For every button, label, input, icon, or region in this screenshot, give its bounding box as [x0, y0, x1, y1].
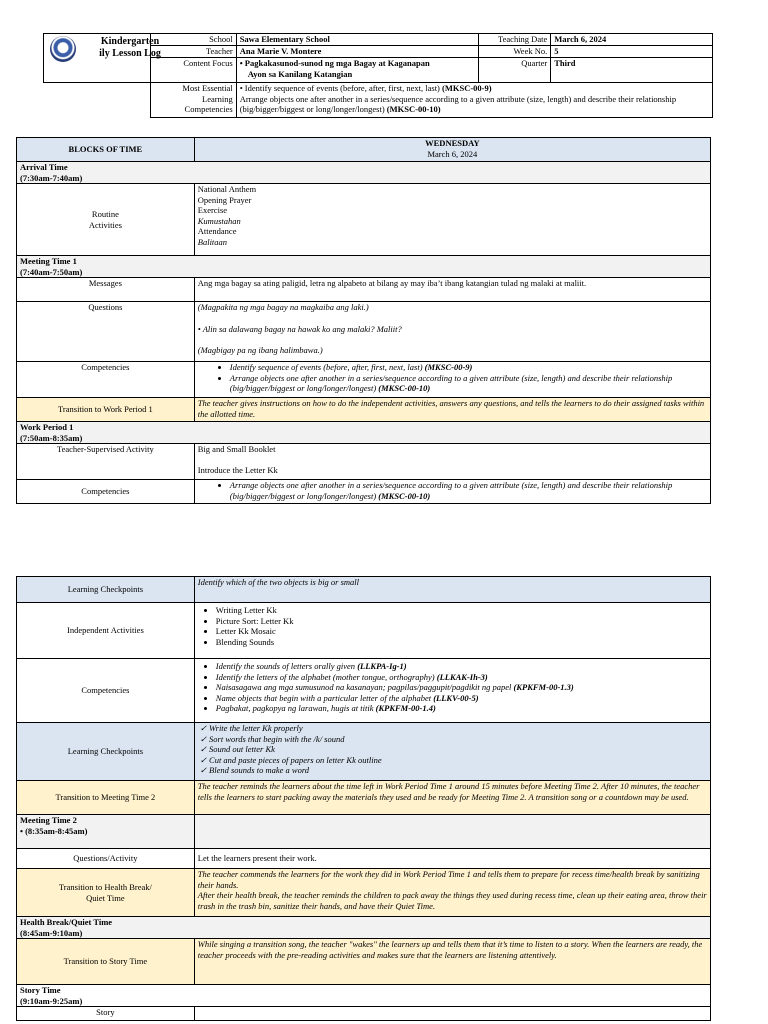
learning-checkpoints-value-2: [194, 723, 710, 781]
questions-activity-label: Questions/Activity: [17, 849, 195, 869]
lesson-table-1: [16, 137, 711, 504]
focus-value: • Pagkakasunod-sunod ng mga Bagay at Kaganapan Ayon sa Kanilang Katangian: [236, 58, 479, 83]
checkpoint-item: ✓ Cut and paste pieces of papers on letter Kk outline: [200, 755, 707, 766]
transition-meeting-2-value: The teacher reminds the learners about the time left in Work Period Time 1 around 15 minutes before Meeting Time 2. After 10 minutes, the teacher tells the learners to start packing away the materials they used and be ready for Meeting Time 2. A transition song or a countdown may be used.: [194, 781, 710, 815]
competencies-value-3: [194, 659, 710, 723]
competency-item: • Naisasagawa ang mga sumusunod na kasanayan; pagpilas/paggupit/pagdikit ng papel (KPKFM-00-1.3): [216, 682, 707, 693]
deped-seal-icon: [50, 36, 76, 62]
date-label: Teaching Date: [479, 34, 551, 46]
competency-item: • Identify sequence of events (before, after, first, next, last) (MKSC-00-9): [230, 362, 707, 373]
competency-item: • Arrange objects one after another in a series/sequence according to a given attribute (size, length) and describe their relationship (big/bigger/biggest or long/longer/longest) (MKSC-00-10): [230, 373, 707, 394]
school-value: Sawa Elementary School: [236, 34, 479, 46]
week-value: 5: [551, 46, 713, 58]
list-item: • Writing Letter Kk: [216, 605, 707, 616]
week-label: Week No.: [479, 46, 551, 58]
checkpoint-item: ✓ Write the letter Kk properly: [200, 723, 707, 734]
lesson-log-header: [43, 33, 713, 118]
school-label: School: [150, 34, 236, 46]
checkpoint-item: ✓ Sort words that begin with the /k/ sound: [200, 734, 707, 745]
mel-value: • Identify sequence of events (before, after, first, next, last) (MKSC-00-9) Arrange objects one after another in a series/sequence according to a given attribute (size, length) and describe their relationship (big/bigger/biggest or long/longer/longest) (MKSC-00-10): [236, 83, 712, 118]
questions-activity-value: Let the learners present their work.: [194, 849, 710, 869]
learning-checkpoints-label-2: Learning Checkpoints: [17, 723, 195, 781]
transition-work-period-1-value: The teacher gives instructions on how to do the independent activities, answers any questions, and tells the learners to do their assigned tasks within the allotted time.: [194, 398, 710, 422]
transition-story-time-label: Transition to Story Time: [17, 939, 195, 985]
competencies-value-2: [194, 480, 710, 504]
story-label: Story: [17, 1007, 195, 1021]
competency-item: • Pagbakat, pagkopya ng larawan, hugis at titik (KPKFM-00-1.4): [216, 703, 707, 714]
meeting-time-1-section: Meeting Time 1 (7:40am-7:50am): [17, 256, 711, 278]
transition-health-break-value: The teacher commends the learners for the work they did in Work Period Time 1 and tells them to prepare for recess time/health break by sanitizing their hands. After their health break, the teacher reminds the children to pack away the things they used during recess time, clean up their eating area, throw their trash in the trash bin, sanitize their hands, and have their Quiet Time.: [194, 869, 710, 917]
blocks-of-time-header: BLOCKS OF TIME: [17, 138, 195, 162]
transition-health-break-label: Transition to Health Break/ Quiet Time: [17, 869, 195, 917]
list-item: • Picture Sort: Letter Kk: [216, 616, 707, 627]
competencies-label-3: Competencies: [17, 659, 195, 723]
routine-label: Routine Activities: [17, 184, 195, 256]
independent-activities-value: [194, 603, 710, 659]
quarter-value: Third: [551, 58, 713, 83]
header-title: Kindergarten ily Lesson Log: [99, 36, 161, 59]
teacher-label: Teacher: [150, 46, 236, 58]
questions-label: Questions: [17, 302, 195, 362]
competencies-label-2: Competencies: [17, 480, 195, 504]
competency-item: • Identify the letters of the alphabet (mother tongue, orthography) (LLKAK-Ih-3): [216, 672, 707, 683]
meeting-time-2-section: Meeting Time 2 • (8:35am-8:45am): [17, 815, 195, 849]
learning-checkpoints-label-1: Learning Checkpoints: [17, 577, 195, 603]
learning-checkpoints-value-1: Identify which of the two objects is big or small: [194, 577, 710, 603]
quarter-label: Quarter: [479, 58, 551, 83]
teacher-supervised-label: Teacher-Supervised Activity: [17, 444, 195, 480]
competencies-value: [194, 362, 710, 398]
health-break-section: Health Break/Quiet Time (8:45am-9:10am): [17, 917, 711, 939]
competencies-label: Competencies: [17, 362, 195, 398]
header-logo-cell: [44, 34, 161, 83]
competency-item: • Name objects that begin with a particular letter of the alphabet (LLKV-00-5): [216, 693, 707, 704]
questions-value: (Magpakita ng mga bagay na magkaiba ang laki.) • Alin sa dalawang bagay na hawak ko ang malaki? Maliit? (Magbigay pa ng ibang halimbawa.): [194, 302, 710, 362]
arrival-time-section: Arrival Time (7:30am-7:40am): [17, 162, 711, 184]
teacher-supervised-value: Big and Small Booklet Introduce the Letter Kk: [194, 444, 710, 480]
focus-label: Content Focus: [150, 58, 236, 83]
transition-meeting-2-label: Transition to Meeting Time 2: [17, 781, 195, 815]
work-period-1-section: Work Period 1 (7:50am-8:35am): [17, 422, 711, 444]
checkpoint-item: ✓ Sound out letter Kk: [200, 744, 707, 755]
messages-label: Messages: [17, 278, 195, 302]
routine-activities: National Anthem Opening Prayer Exercise Kumustahan Attendance Balitaan: [194, 184, 710, 256]
transition-work-period-1-label: Transition to Work Period 1: [17, 398, 195, 422]
mel-label: Most Essential Learning Competencies: [150, 83, 236, 118]
meeting-time-2-empty: [194, 815, 710, 849]
lesson-table-2: [16, 576, 711, 1021]
teacher-value: Ana Marie V. Montere: [236, 46, 479, 58]
story-value: [194, 1007, 710, 1021]
competency-item: • Identify the sounds of letters orally given (LLKPA-Ig-1): [216, 661, 707, 672]
story-time-section: Story Time (9:10am-9:25am): [17, 985, 711, 1007]
day-header: WEDNESDAY March 6, 2024: [194, 138, 710, 162]
independent-activities-label: Independent Activities: [17, 603, 195, 659]
checkpoint-item: ✓ Blend sounds to make a word: [200, 765, 707, 776]
date-value: March 6, 2024: [551, 34, 713, 46]
competency-item: • Arrange objects one after another in a series/sequence according to a given attribute (size, length) and describe their relationship (big/bigger/biggest or long/longer/longest) (MKSC-00-10): [230, 480, 707, 501]
messages-value: Ang mga bagay sa ating paligid, letra ng alpabeto at bilang ay may iba’t ibang katangian tulad ng malaki at maliit.: [194, 278, 710, 302]
transition-story-time-value: While singing a transition song, the teacher "wakes" the learners up and tells them that it’s time to listen to a story. When the learners are ready, the teacher proceeds with the pre-reading activities and makes sure that the learners are listening attentively.: [194, 939, 710, 985]
list-item: • Letter Kk Mosaic: [216, 626, 707, 637]
list-item: • Blending Sounds: [216, 637, 707, 648]
